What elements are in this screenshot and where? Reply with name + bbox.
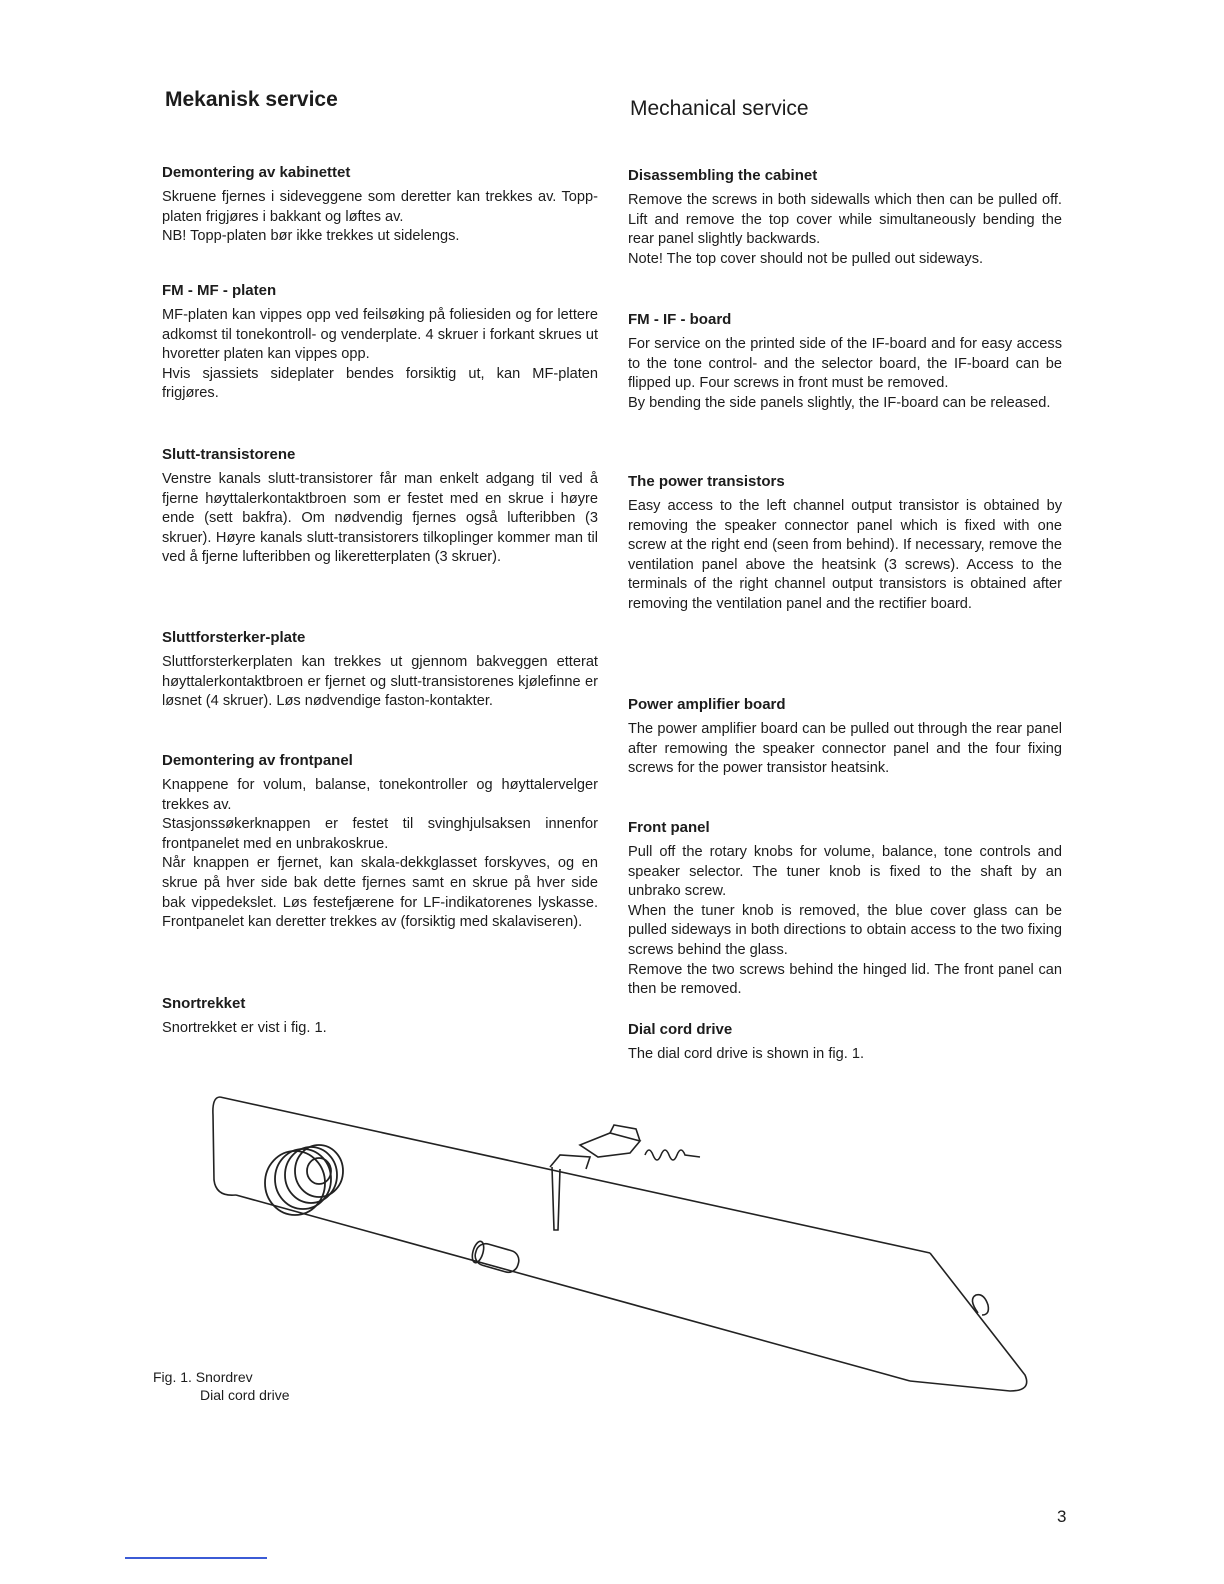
section-body: The power amplifier board can be pulled out through the rear panel after remowing the speaker connector panel and the four fixing screws for the power transistor heatsink.	[628, 721, 1062, 777]
cord-right-diag	[910, 1253, 1027, 1391]
section-no-amplifier	[162, 628, 598, 712]
caption-english: Dial cord drive	[200, 1387, 290, 1403]
section-heading: FM - IF - board	[628, 311, 732, 328]
section-heading: Slutt-transistorene	[162, 446, 296, 463]
flywheel-drum	[265, 1145, 343, 1215]
section-body: Pull off the rotary knobs for volume, balance, tone controls and speaker selector. The tuner knob is fixed to the shaft by an unbrako screw. When the tuner knob is removed, the blue cover glass can be pulled sideways in both directions to obtain access to the two fixing screws behind the glass. Remove the two screws behind the hinged lid. The front panel can then be removed.	[628, 844, 1062, 998]
section-no-dialcord	[162, 994, 598, 1039]
cord-top-line	[220, 1097, 930, 1253]
page-title-norwegian: Mekanisk service	[165, 88, 338, 111]
section-body: The dial cord drive is shown in fig. 1.	[628, 1046, 865, 1062]
section-body: Snortrekket er vist i fig. 1.	[162, 1020, 327, 1036]
section-no-cabinet	[162, 163, 598, 247]
figure-caption	[153, 1368, 289, 1404]
section-en-dialcord	[628, 1020, 1062, 1065]
section-en-amplifier	[628, 695, 1062, 779]
cord-tensioner	[470, 1240, 521, 1275]
section-body: For service on the printed side of the IF-board and for easy access to the tone control- and the selector board, the IF-board can be flipped up. Four screws in front must be removed. By bending the side panels slightly, the IF-board can be released.	[628, 336, 1062, 411]
section-en-frontpanel	[628, 818, 1062, 1000]
section-body: Easy access to the left channel output transistor is obtained by removing the speaker connector panel which is fixed with one screw at the right end (seen from behind). If necessary, remove the ventilation panel above the heatsink (3 screws). Access to the terminals of the right channel output transistors is obtained after removing the ventilation panel and the rectifier board.	[628, 498, 1062, 612]
section-heading: Demontering av kabinettet	[162, 164, 351, 181]
section-heading: FM - MF - platen	[162, 282, 277, 299]
section-heading: The power transistors	[628, 473, 785, 490]
section-heading: Power amplifier board	[628, 696, 786, 713]
section-heading: Demontering av frontpanel	[162, 752, 353, 769]
section-body: Venstre kanals slutt-transistorer får man enkelt adgang til ved å fjerne høyttalerkontaktbroen som er festet med en skrue i høyre ende (sett bakfra). Om nødvendig fjernes også lufteribben (3 skruer). Høyre kanals slutt-transistorers tilkoplinger kommer man til ved å fjerne lufteribben og likeretterplaten (3 skruer).	[162, 471, 598, 566]
page-number: 3	[1057, 1507, 1067, 1526]
section-en-fm-if	[628, 310, 1062, 413]
cord-outer-path	[213, 1097, 236, 1195]
section-heading: Snortrekket	[162, 995, 246, 1012]
bottom-rule	[125, 1557, 267, 1559]
page-title-english: Mechanical service	[630, 97, 809, 120]
section-heading: Front panel	[628, 819, 710, 836]
cord-bottom-line	[236, 1195, 910, 1381]
section-body: Sluttforsterkerplaten kan trekkes ut gjennom bakveggen etterat høyttalerkontaktbroen er fjernet og slutt-transistorenes kjølefinne er løsnet (4 skruer). Løs nødvendige faston-kontakter.	[162, 654, 598, 710]
section-heading: Disassembling the cabinet	[628, 167, 818, 184]
right-pulley	[972, 1295, 988, 1315]
section-heading: Sluttforsterker-plate	[162, 629, 306, 646]
caption-norwegian: Fig. 1. Snordrev	[153, 1369, 253, 1385]
section-en-transistors	[628, 472, 1062, 615]
section-body: Knappene for volum, balanse, tonekontroller og høyttalervelger trekkes av. Stasjonssøkerknappen er festet til svinghjulsaksen innenfor frontpanelet med en unbrakoskrue. Når knappen er fjernet, kan skala-dekkglasset forskyves, og en skrue på hver side bak dette fjernes samt en skrue på hver side bak vippedekslet. Løs festefjærene for LF-indikatorenes lyskasse. Frontpanelet kan deretter trekkes av (forsiktig med skalaviseren).	[162, 777, 598, 931]
section-body: Remove the screws in both sidewalls which then can be pulled off. Lift and remove the top cover while simultaneously bending the rear panel slightly backwards. Note! The top cover should not be pulled out sideways.	[628, 192, 1062, 267]
section-no-transistors	[162, 445, 598, 568]
section-no-fm-mf	[162, 281, 598, 404]
section-en-cabinet	[628, 166, 1062, 269]
section-body: MF-platen kan vippes opp ved feilsøking på foliesiden og for lettere adkomst til tonekontroll- og venderplate. 4 skruer i forkant skrues ut hvoretter platen kan vippes opp. Hvis sjassiets sideplater bendes forsiktig ut, kan MF-platen frigjøres.	[162, 307, 598, 402]
tension-spring	[645, 1150, 700, 1160]
section-heading: Dial cord drive	[628, 1021, 733, 1038]
pointer-carriage	[550, 1125, 640, 1230]
section-no-frontpanel	[162, 751, 598, 933]
section-body: Skruene fjernes i sideveggene som deretter kan trekkes av. Topp-platen frigjøres i bakkant og løftes av. NB! Topp-platen bør ikke trekkes ut sidelengs.	[162, 189, 598, 245]
